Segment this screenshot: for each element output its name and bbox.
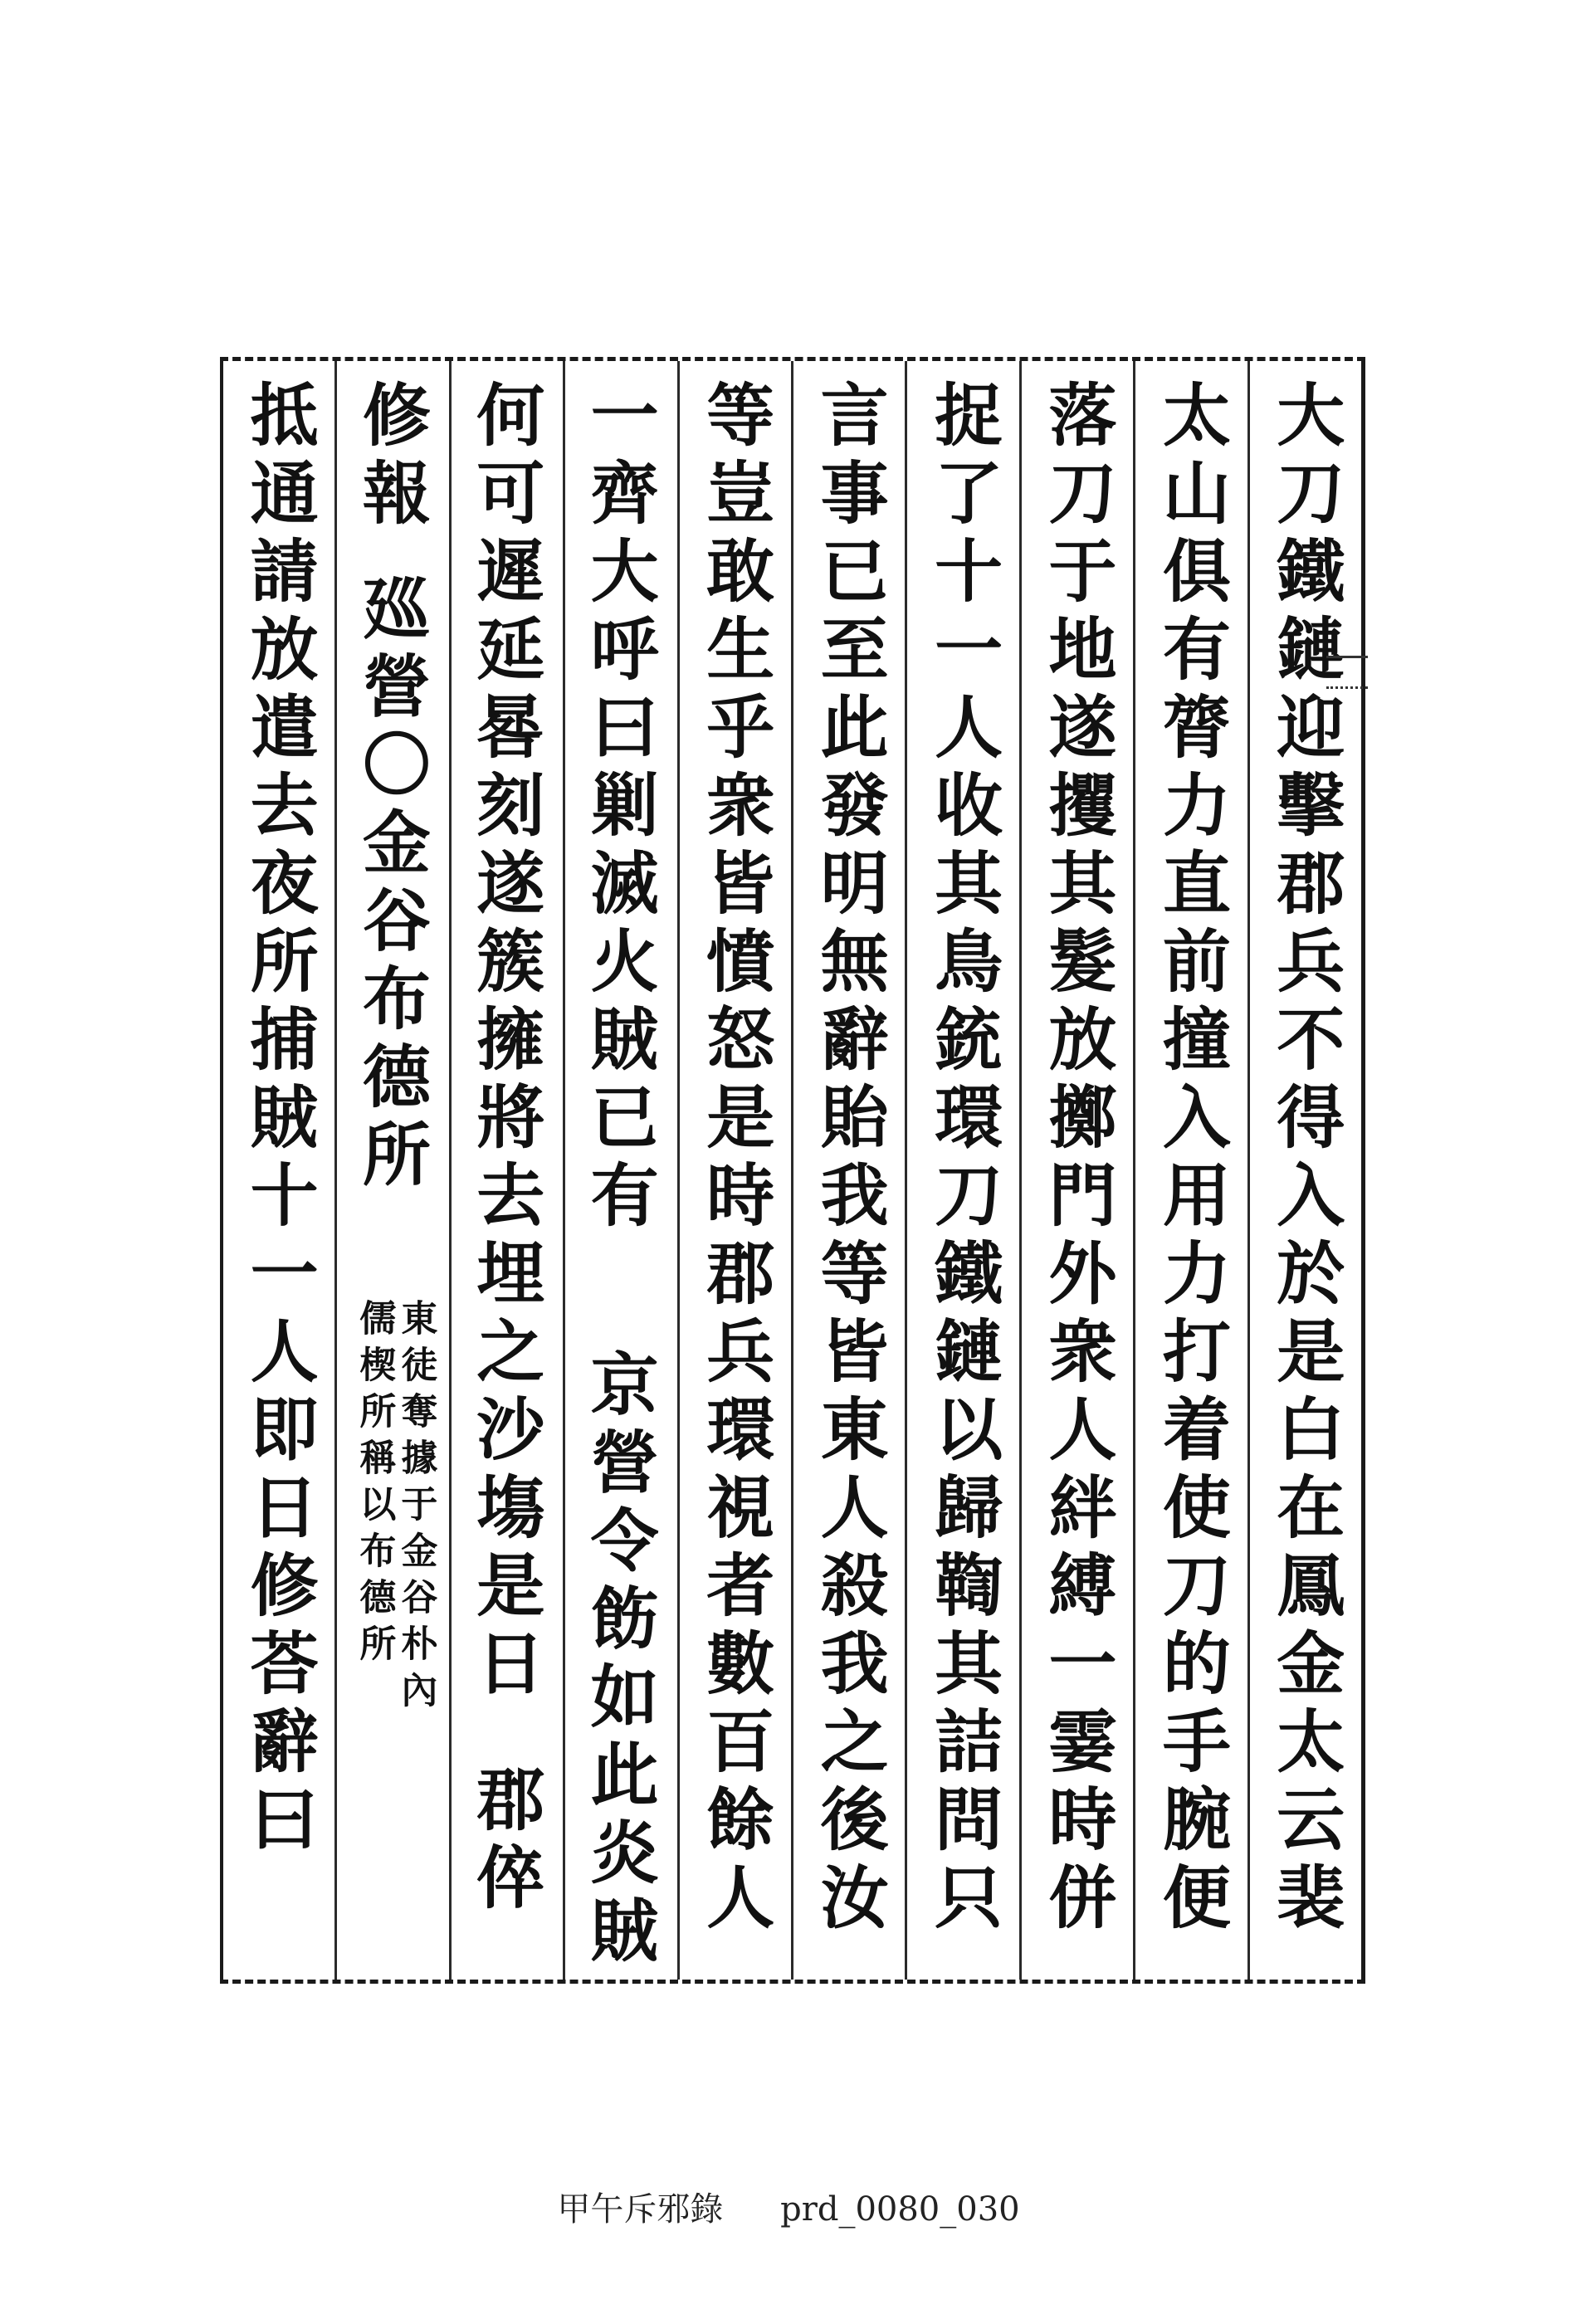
text-column-5 bbox=[791, 361, 905, 1980]
text-column-8 bbox=[449, 361, 563, 1980]
column-text: 何可遲延晷刻遂簇擁將去埋之沙塲是日 bbox=[465, 379, 545, 1706]
column-text: 言事已至此發明無辭貽我等皆東人殺我之後汝 bbox=[809, 379, 890, 1940]
column-text: 大刀鐵鏈迎擊郡兵不得入於是白在鳳金太云裴 bbox=[1265, 379, 1345, 1940]
margin-mark bbox=[1326, 656, 1368, 689]
column-text-continuation: 京營令飭如此炎賊 bbox=[579, 1349, 660, 1973]
text-column-9 bbox=[334, 361, 448, 1980]
text-column-7 bbox=[563, 361, 676, 1980]
text-column-6 bbox=[677, 361, 791, 1980]
text-column-1 bbox=[1247, 361, 1361, 1980]
note-line-right: 東徒奪據于金谷朴內 bbox=[394, 1299, 437, 1717]
text-column-4 bbox=[905, 361, 1018, 1980]
footer-id: prd_0080_030 bbox=[780, 2190, 1020, 2229]
column-text: 落刀于地遂攫其髮放擲門外衆人絆縛一霎時併 bbox=[1037, 379, 1117, 1940]
text-column-2 bbox=[1133, 361, 1247, 1980]
footer-title: 甲午斥邪錄 bbox=[557, 2190, 724, 2229]
column-text: 一齊大呼曰剿滅火賊已有 bbox=[579, 379, 660, 1238]
column-text: 抵通請放遣去夜所捕賊十一人即日修荅辭曰 bbox=[239, 379, 320, 1862]
text-columns bbox=[223, 361, 1361, 1980]
page-footer bbox=[0, 2183, 1577, 2230]
column-text-continuation: 郡倅 bbox=[465, 1764, 545, 1920]
column-text-continuation: 廵營〇金谷布德所 bbox=[351, 573, 432, 1197]
column-text: 修報 bbox=[351, 379, 432, 535]
interlinear-note bbox=[353, 1299, 437, 1717]
text-frame bbox=[220, 357, 1365, 1984]
column-text: 太山俱有膂力直前撞入用力打着使刀的手腕便 bbox=[1151, 379, 1232, 1940]
column-text: 捉了十一人收其鳥銃環刀鐵鏈以歸鞫其詰問只 bbox=[923, 379, 1003, 1940]
text-column-10 bbox=[223, 361, 334, 1980]
column-text: 等豈敢生乎衆皆憤怒是時郡兵環視者數百餘人 bbox=[695, 379, 775, 1940]
note-line-left: 儒楔所稱以布德所 bbox=[353, 1299, 396, 1671]
text-column-3 bbox=[1019, 361, 1133, 1980]
